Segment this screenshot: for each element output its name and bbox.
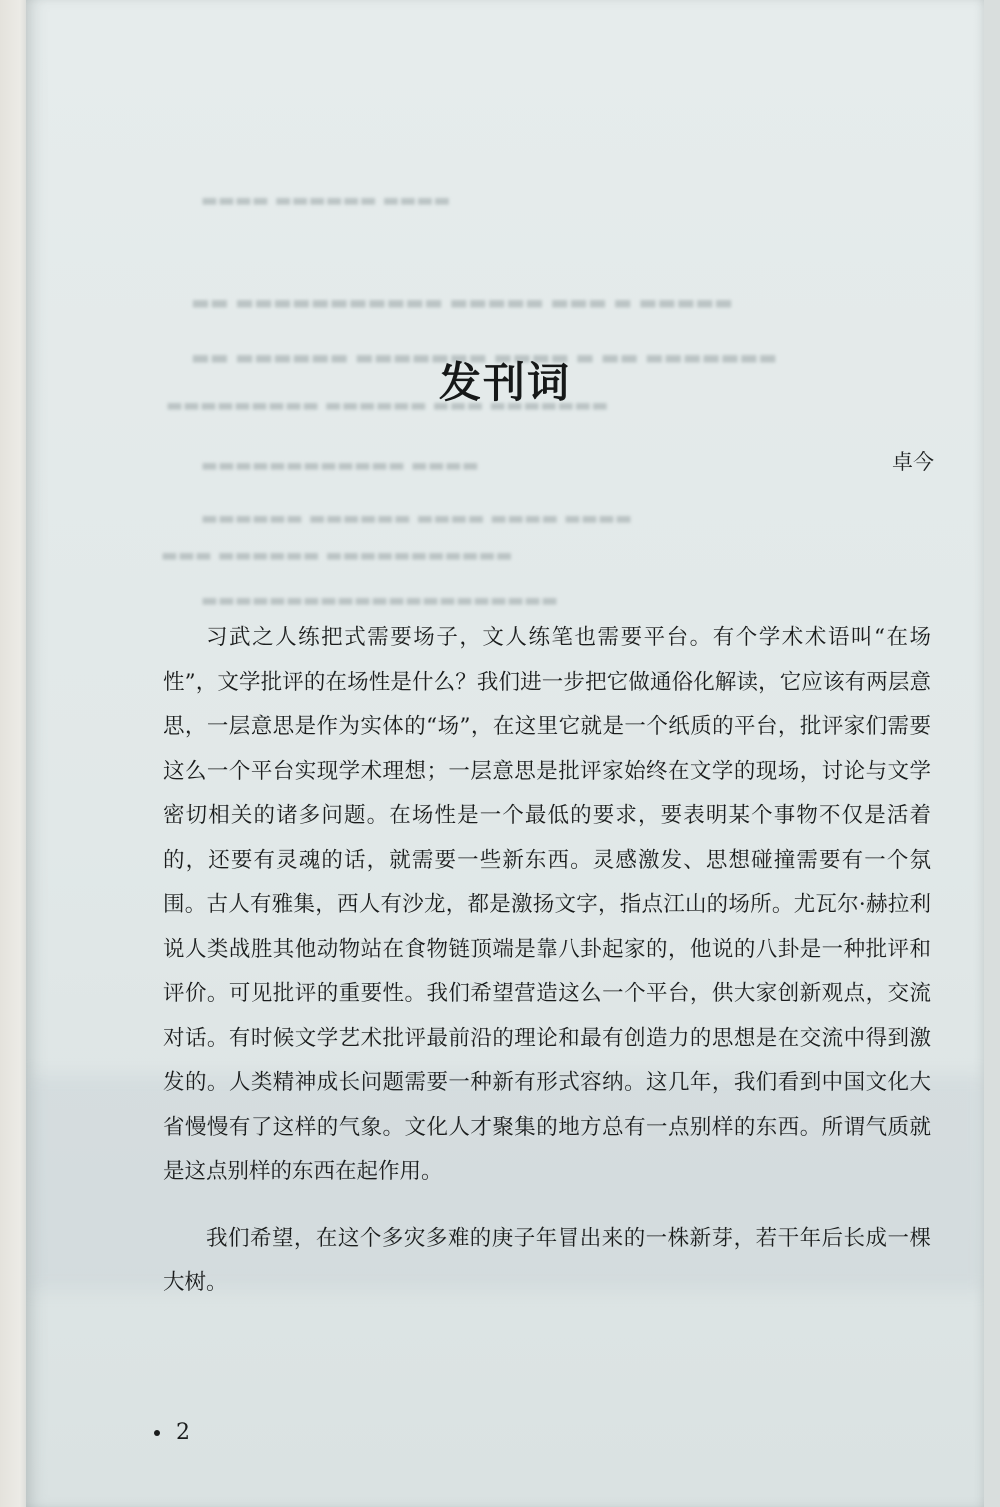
book-page xyxy=(26,0,984,1507)
reverse-side-bleed: ▬▬▬▬▬ ▬ ▬▬▬ ▬▬▬▬▬ ▬▬▬▬▬▬▬▬▬▬▬ ▬▬ xyxy=(191,290,733,314)
reverse-side-bleed: ▬▬▬▬▬▬▬ ▬▬ ▬ ▬▬▬▬ ▬▬▬▬▬▬▬ ▬▬▬▬▬▬ ▬▬ xyxy=(191,345,778,369)
reverse-side-bleed: ▬▬▬▬▬▬▬▬▬▬▬ ▬▬▬▬▬▬ ▬▬▬ xyxy=(161,545,513,566)
article-body xyxy=(163,616,931,1306)
reverse-side-bleed: ▬▬▬▬▬▬▬▬▬▬▬▬▬▬▬▬▬▬▬▬▬ xyxy=(201,590,559,611)
paragraph: 习武之人练把式需要场子，文人练笔也需要平台。有个学术术语叫“在场性”，文学批评的在场性是什么？我们进一步把它做通俗化解读，它应该有两层意思，一层意思是作为实体的“场”，在这里它就是一个纸质的平台，批评家们需要这么一个平台实现学术理想；一层意思是批评家始终在文学的现场，讨论与文学密切相关的诸多问题。在场性是一个最低的要求，要表明某个事物不仅是活着的，还要有灵魂的话，就需要一些新东西。灵感激发、思想碰撞需要有一个氛围。古人有雅集，西人有沙龙，都是激扬文字，指点江山的场所。尤瓦尔·赫拉利说人类战胜其他动物站在食物链顶端是靠八卦起家的，他说的八卦是一种批评和评价。可见批评的重要性。我们希望营造这么一个平台，供大家创新观点，交流对话。有时候文学艺术批评最前沿的理论和最有创造力的思想是在交流中得到激发的。人类精神成长问题需要一种新有形式容纳。这几年，我们看到中国文化大省慢慢有了这样的气象。文化人才聚集的地方总有一点别样的东西。所谓气质就是这点别样的东西在起作用。 xyxy=(163,625,931,1184)
reverse-side-bleed: ▬▬▬▬ ▬▬▬▬▬▬▬▬▬▬▬▬ xyxy=(201,455,479,476)
reverse-side-bleed: ▬▬▬▬▬▬▬ ▬▬▬ ▬▬▬▬▬▬ ▬▬▬▬▬▬▬▬▬ xyxy=(166,395,609,416)
reverse-side-bleed: ▬▬▬▬ ▬▬▬▬▬▬ ▬▬▬▬ xyxy=(201,190,451,211)
page-number: 2 xyxy=(176,1420,190,1445)
reverse-side-bleed: ▬▬▬▬ ▬▬▬▬ ▬▬▬▬ ▬▬▬▬▬▬ ▬▬▬▬▬▬ xyxy=(201,508,633,529)
paragraph: 我们希望，在这个多灾多难的庚子年冒出来的一株新芽，若干年后长成一棵大树。 xyxy=(163,1225,931,1295)
page-title: 发刊词 xyxy=(438,358,571,408)
author-name: 卓今 xyxy=(892,450,934,474)
page-footer xyxy=(154,1420,190,1445)
bullet-dot-icon xyxy=(154,1430,160,1436)
